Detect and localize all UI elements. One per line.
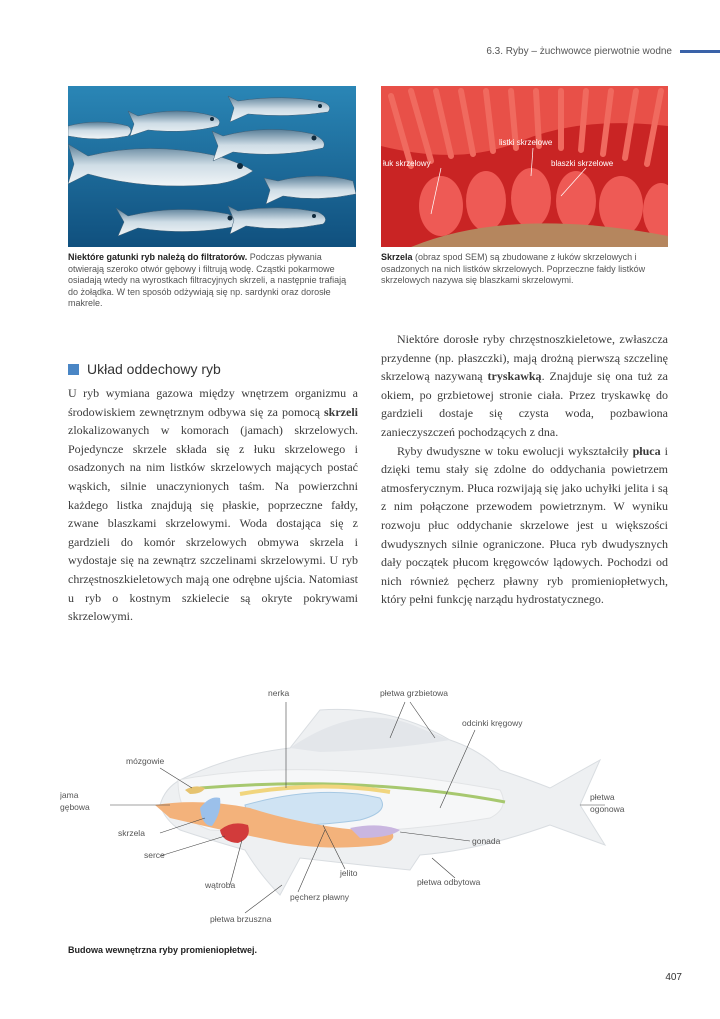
mackerel-caption-bold: Niektóre gatunki ryb należą do filtratorów. xyxy=(68,252,248,262)
chapter-title: 6.3. Ryby – żuchwowce pierwotnie wodne xyxy=(486,45,672,57)
right-paragraph-1 xyxy=(381,330,668,442)
page-number: 407 xyxy=(665,972,682,983)
label-gills: skrzela xyxy=(118,828,145,838)
term-lungs: płuca xyxy=(632,443,661,458)
label-dorsal-fin: płetwa grzbietowa xyxy=(380,688,449,698)
text-run: . Znajduje się ona tuż za okiem, po grzbietowej stronie ciała. Przez tryskawkę do gardzieli dostaje się czysta woda, pozbawiona zanieczyszczeń pochodzących z dna. xyxy=(381,369,668,439)
label-gonad: gonada xyxy=(472,836,501,846)
label-spine: odcinki kręgowy xyxy=(462,718,523,728)
text-run: U ryb wymiana gazowa między wnętrzem organizmu a środowiskiem zewnętrznym odbywa się za pomocą xyxy=(68,386,358,419)
label-intestine: jelito xyxy=(340,868,358,878)
label-liver: wątroba xyxy=(205,880,236,890)
label-mouth-1: jama xyxy=(60,790,79,800)
gill-sem-photo xyxy=(381,86,668,247)
label-brain: mózgowie xyxy=(126,756,165,766)
label-anal-fin: płetwa odbytowa xyxy=(417,877,481,887)
label-tail-fin-2: ogonowa xyxy=(590,804,625,814)
mackerel-caption xyxy=(68,252,358,310)
fish-anatomy-diagram xyxy=(60,680,680,940)
label-heart: serce xyxy=(144,850,165,860)
section-square-icon xyxy=(68,364,79,375)
term-gills: skrzeli xyxy=(324,404,358,419)
section-title: Układ oddechowy ryb xyxy=(87,361,221,377)
term-spiracle: tryskawką xyxy=(487,369,542,384)
label-gill-arch: łuk skrzelowy xyxy=(383,159,431,168)
label-mouth-2: gębowa xyxy=(60,802,90,812)
page-header xyxy=(486,44,720,58)
header-accent-bar xyxy=(680,50,720,53)
gill-caption xyxy=(381,252,668,287)
label-tail-fin-1: płetwa xyxy=(590,792,615,802)
label-swim-bladder: pęcherz pławny xyxy=(290,892,350,902)
gill-caption-text: (obraz spod SEM) są zbudowane z łuków skrzelowych i osadzonych na nich listków skrzelowych. Poprzeczne fałdy listków skrzelowych nazywa się blaszkami skrzelowymi. xyxy=(381,252,646,285)
gill-caption-bold: Skrzela xyxy=(381,252,413,262)
label-pelvic-fin: płetwa brzuszna xyxy=(210,914,272,924)
left-column-text xyxy=(68,384,358,626)
text-run: i dzięki temu stały się zdolne do oddychania powietrzem atmosferycznym. Płuca rozwijają się jako uchyłki jelita i są z nim połączone przewodem powietrznym. W wyniku rozwoju płuc oddychanie skrzelowe jest u większości dwudysznych silnie ograniczone. Płuca ryb dwudysznych dały początek płucom kręgowców lądowych. Pochodzi od nich również pęcherz pławny ryb promieniopłetwych, który pełni funkcję narządu hydrostatycznego. xyxy=(381,443,668,607)
mackerel-caption-text: Podczas pływania otwierają szeroko otwór gębowy i filtrują wodę. Cząstki pokarmowe osiadają wtedy na wyrostkach filtracyjnych skrzeli, a następnie trafiają do żołądka. W ten sposób odżywiają się np. sardynki oraz dorosłe makrele. xyxy=(68,252,347,308)
mackerel-photo xyxy=(68,86,356,247)
label-gill-filaments: listki skrzelowe xyxy=(499,138,553,147)
text-run: zlokalizowanych w komorach (jamach) skrzelowych. Pojedyncze skrzele składa się z łuku skrzelowego i osadzonych na nim listków skrzelowych mających postać wąskich, silnie unaczynionych taśm. Na powierzchni każdego listka znajdują się płaskie, poprzeczne fałdy, zwane blaszkami skrzelowymi. Woda dostająca się z gardzieli do komór skrzelowych obmywa skrzela i wydostaje się na zewnątrz szczelinami skrzelowymi. U ryb chrzęstnoszkieletowych mają one odrębne ujścia. Natomiast u ryb o kostnym szkielecie są okryte pokrywami skrzelowymi. xyxy=(68,423,358,624)
text-run: Ryby dwudyszne w toku ewolucji wykształciły xyxy=(397,443,633,458)
right-paragraph-2 xyxy=(381,442,668,609)
right-column-text xyxy=(381,330,668,609)
label-gill-lamellae: blaszki skrzelowe xyxy=(551,159,614,168)
left-paragraph-1 xyxy=(68,384,358,626)
section-heading xyxy=(68,361,221,377)
diagram-caption: Budowa wewnętrzna ryby promieniopłetwej. xyxy=(68,945,258,955)
label-kidney: nerka xyxy=(268,688,290,698)
text-run: Niektóre dorosłe ryby chrzęstnoszkieletowe, zwłaszcza przydenne (np. płaszczki), mają drożną pierwszą szczelinę skrzelową nazywaną xyxy=(381,332,668,384)
